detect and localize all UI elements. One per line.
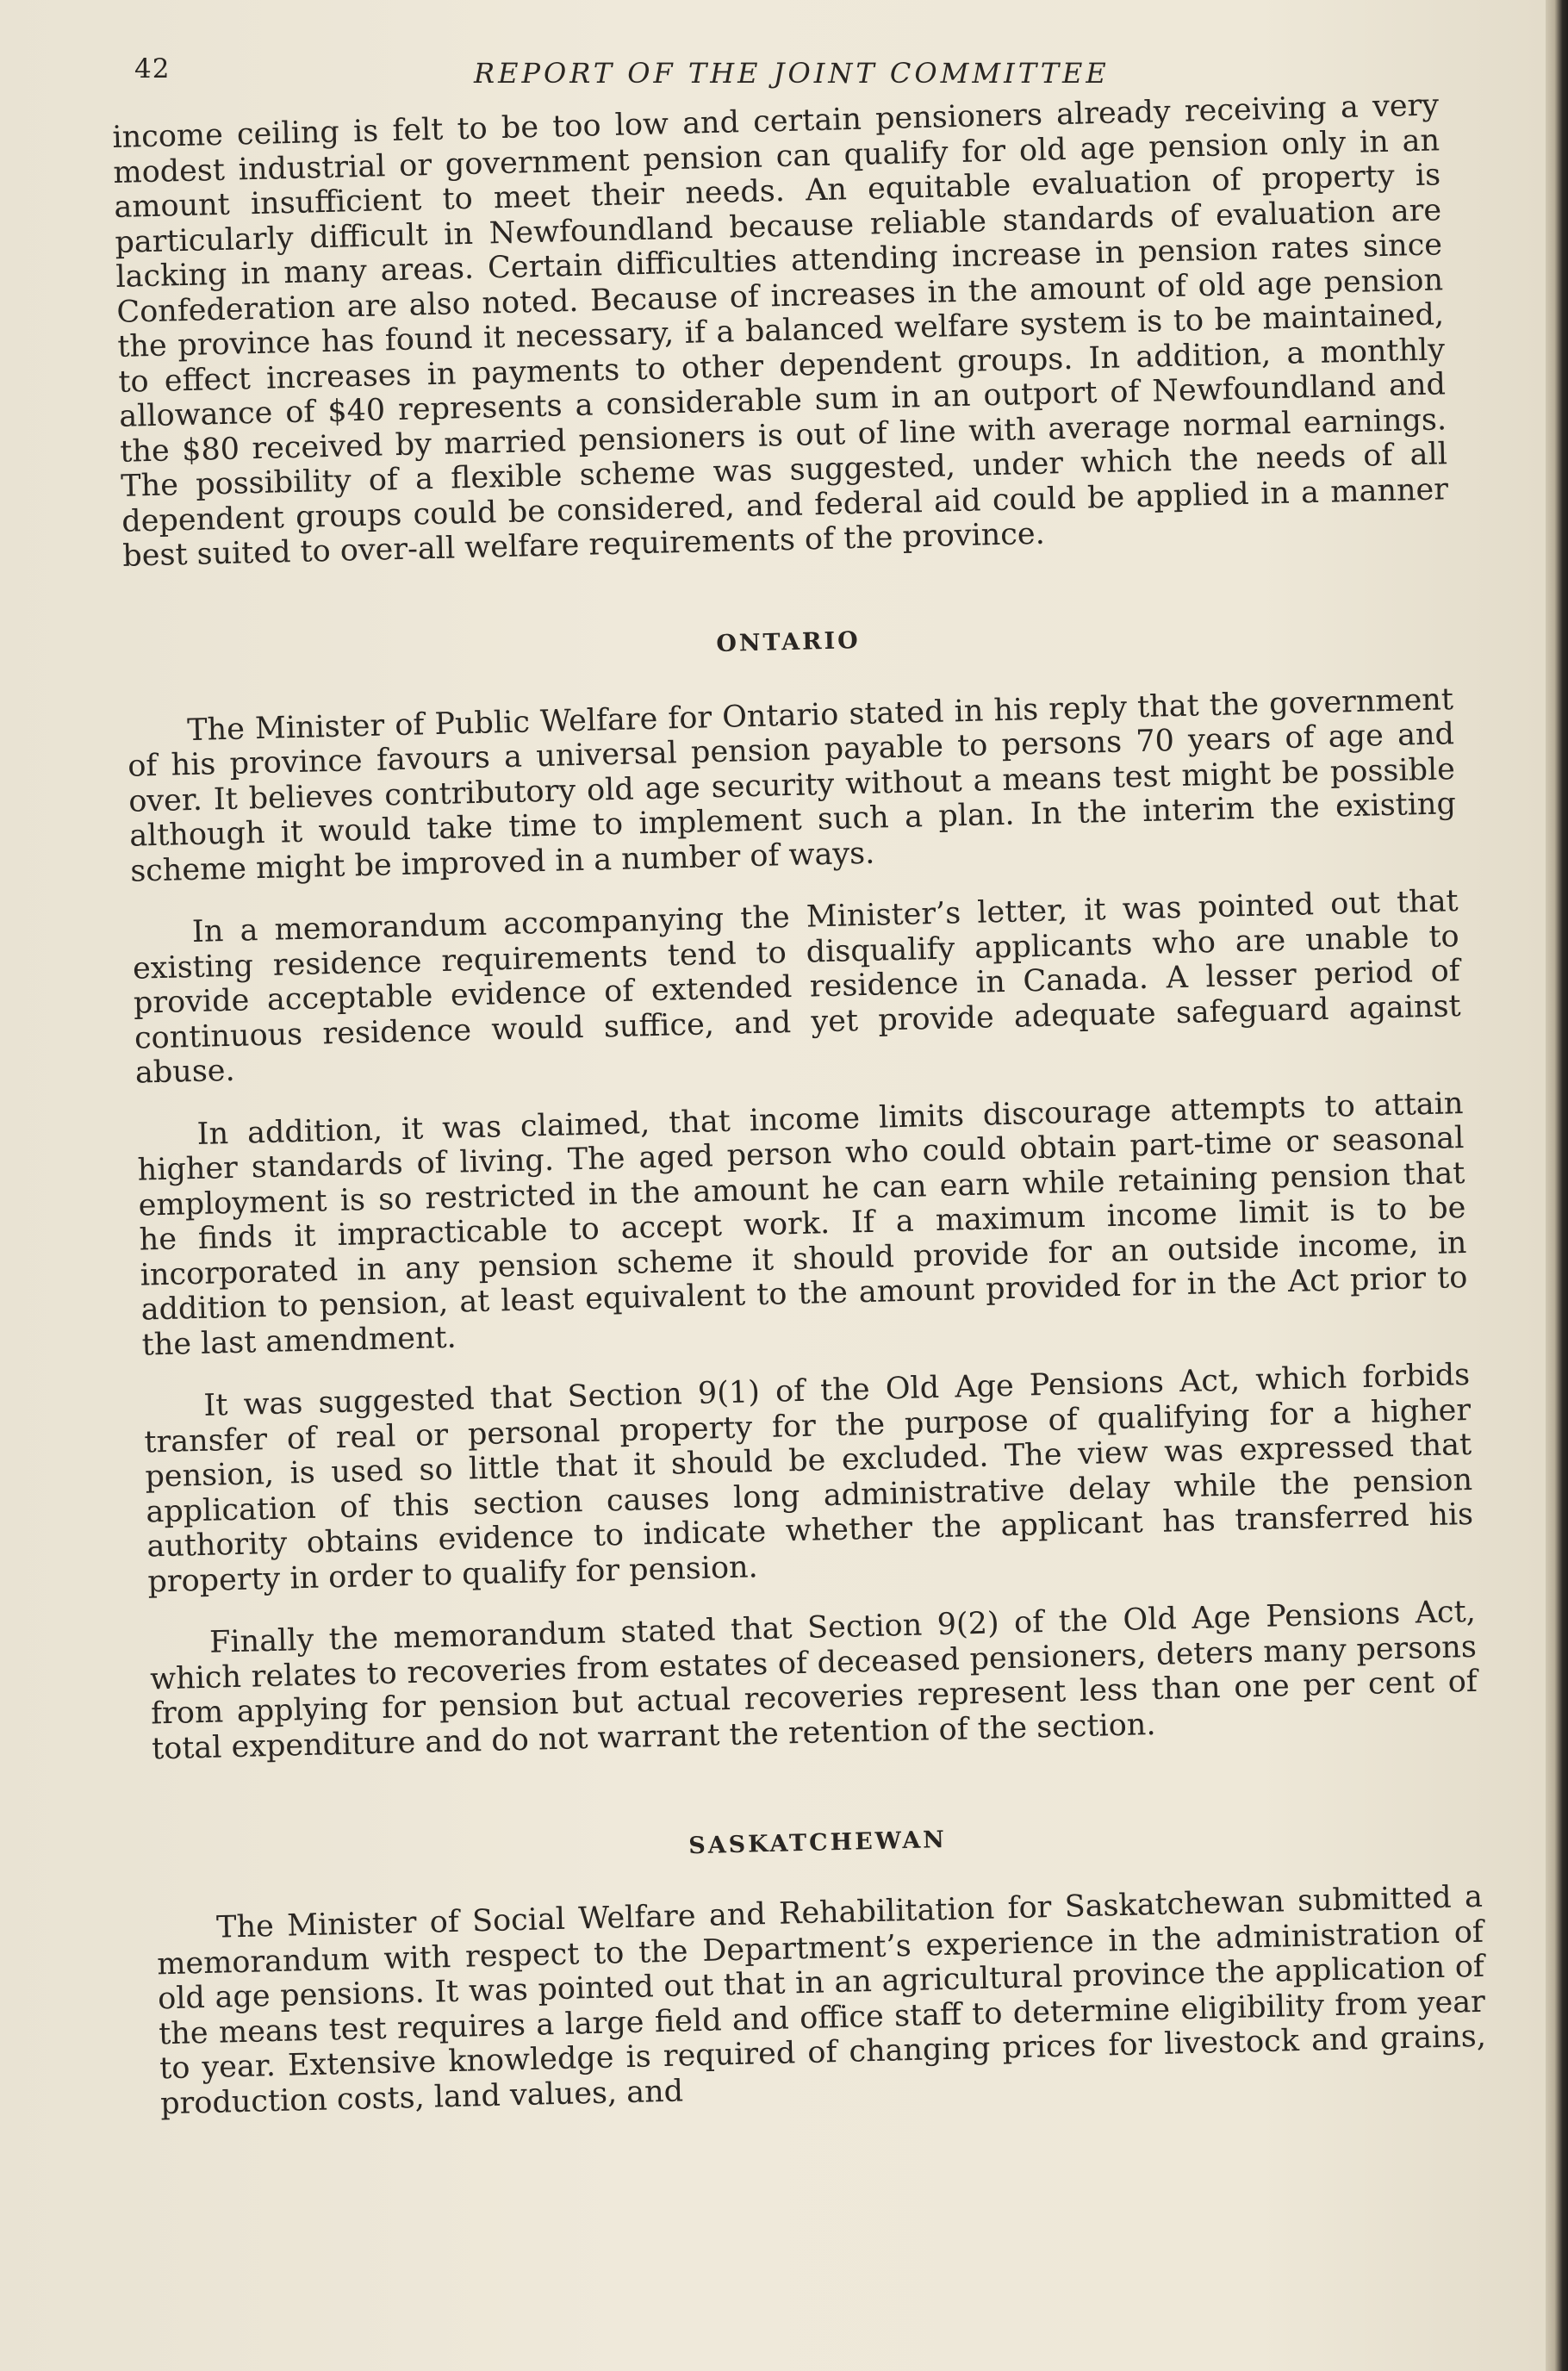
paragraph-ontario-2: In a memorandum accompanying the Minister’s letter, it was pointed out that existing residence requirements tend to disqualify applicants who are unable to provide acceptable evidence of extended residence in Canada. A lesser period of continuous residence would suffice, and yet provide adequate safeguard against abuse.	[132, 884, 1462, 1091]
paragraph-ontario-4: It was suggested that Section 9(1) of the Old Age Pensions Act, which forbids transfer of real or personal property for the purpose of qualifying for a higher pension, is used so little that it should be excluded. The view was expressed that application of this section causes long administrative delay while the pension authority obtains evidence to indicate whether the applicant has transferred his property in order to qualify for pension.	[144, 1357, 1474, 1599]
page-number: 42	[134, 53, 171, 84]
paragraph-ontario-5: Finally the memorandum stated that Section 9(2) of the Old Age Pensions Act, which relates to recoveries from estates of deceased pensioners, deters many persons from applying for pension but actual recoveries represent less than one per cent of total expenditure and do not warrant the retention of the section.	[149, 1594, 1478, 1766]
paragraph-ontario-3: In addition, it was claimed, that income limits discourage attempts to attain higher standards of living. The aged person who could obtain part-time or seasonal employment is so restricted in the amount he can earn while retaining pension that he finds it impracticable to accept work. If a maximum income limit is to be incorporated in any pension scheme it should provide for an outside income, in addition to pension, at least equivalent to the amount provided for in the Act prior to the last amendment.	[137, 1086, 1468, 1363]
section-heading-ontario: ONTARIO	[715, 626, 862, 657]
body-text	[112, 88, 1487, 2121]
paragraph-saskatchewan-1: The Minister of Social Welfare and Rehabilitation for Saskatchewan submitted a memorandum with respect to the Department’s experience in the administration of old age pensions. It was pointed out that in an agricultural province the application of the means test requires a large field and office staff to determine eligibility from year to year. Extensive knowledge is required of changing prices for livestock and grains, production costs, land values, and	[156, 1879, 1487, 2121]
section-heading-saskatchewan: SASKATCHEWAN	[688, 1826, 948, 1860]
running-title: REPORT OF THE JOINT COMMITTEE	[474, 57, 1110, 90]
paragraph-intro: income ceiling is felt to be too low and certain pensioners already receiving a very modest industrial or government pension can qualify for old age pension only in an amount insufficient to meet their needs. An equitable evaluation of property is particularly difficult in Newfoundland because reliable standards of evaluation are lacking in many areas. Certain difficulties attending increase in pension rates since Confederation are also noted. Because of increases in the amount of old age pension the province has found it necessary, if a balanced welfare system is to be maintained, to effect increases in payments to other dependent groups. In addition, a monthly allowance of $40 represents a considerable sum in an outport of Newfoundland and the $80 received by married pensioners is out of line with average normal earnings. The possibility of a flexible scheme was suggested, under which the needs of all dependent groups could be considered, and federal aid could be applied in a manner best suited to over-all welfare requirements of the province.	[112, 88, 1449, 574]
page-edge-shadow	[1546, 0, 1568, 2371]
running-header	[129, 53, 1422, 96]
paragraph-ontario-1: The Minister of Public Welfare for Ontario stated in his reply that the government of his province favours a universal pension payable to persons 70 years of age and over. It believes contributory old age security without a means test might be possible although it would take time to implement such a plan. In the interim the existing scheme might be improved in a number of ways.	[127, 681, 1457, 889]
